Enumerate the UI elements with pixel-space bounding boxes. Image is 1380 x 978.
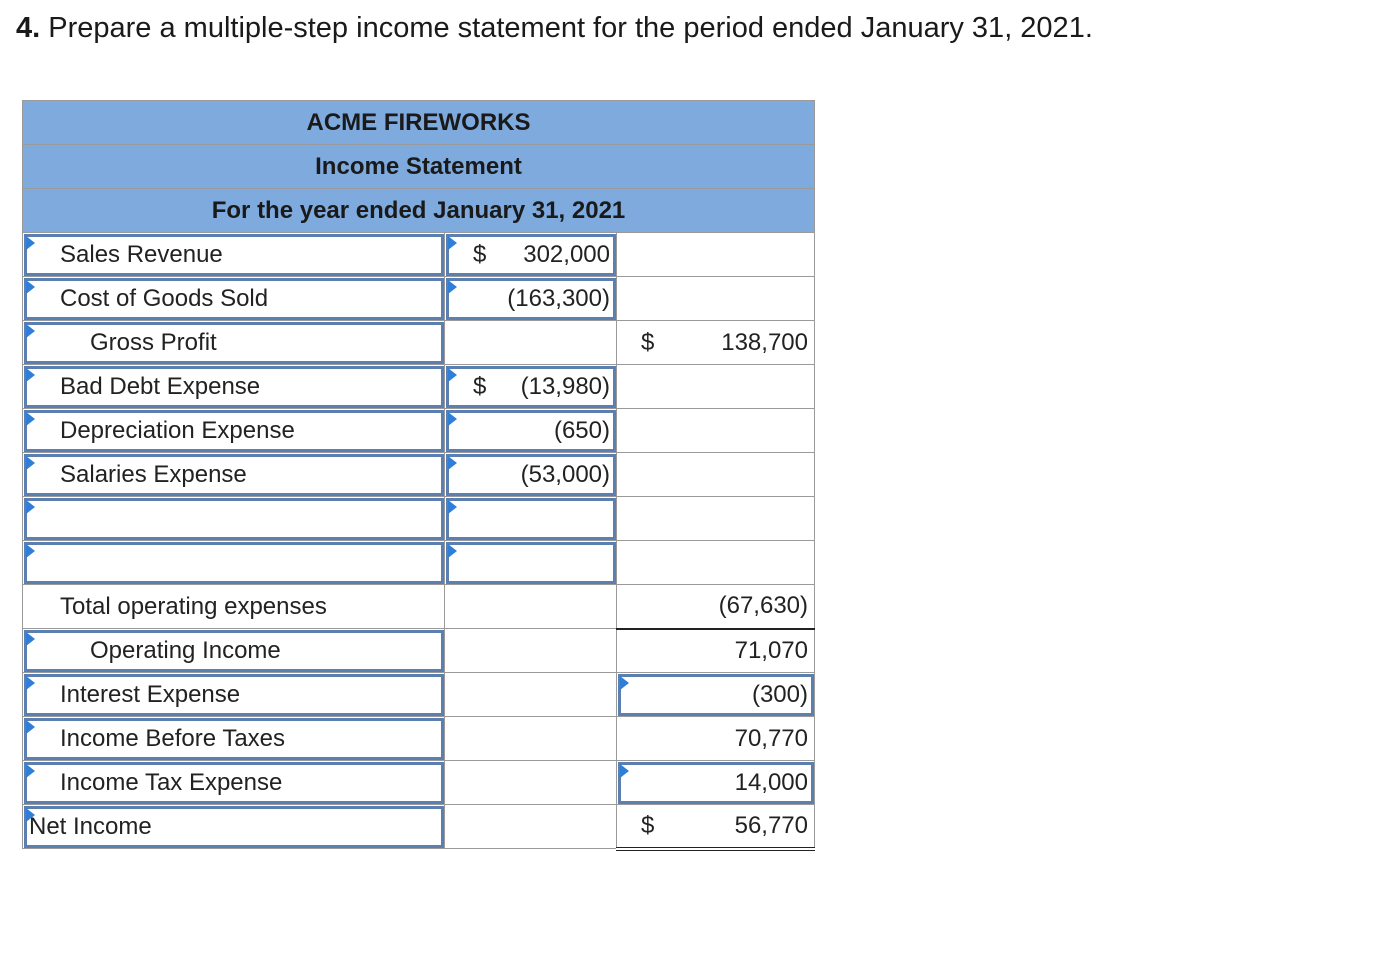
account-select-income-tax-expense[interactable]: Income Tax Expense <box>23 761 445 805</box>
account-select-blank-2[interactable] <box>23 541 445 585</box>
amount-input-blank-1[interactable] <box>445 497 617 541</box>
table-row <box>23 805 815 849</box>
table-row <box>23 673 815 717</box>
gross-profit-total: $ 138,700 <box>617 321 815 365</box>
total-cell <box>617 277 815 321</box>
table-row <box>23 277 815 321</box>
question-text: Prepare a multiple-step income statement for the period ended January 31, 2021. <box>48 12 1093 44</box>
statement-period: For the year ended January 31, 2021 <box>23 189 815 233</box>
table-row <box>23 585 815 629</box>
amount-input-income-tax-expense[interactable]: 14,000 <box>617 761 815 805</box>
table-row <box>23 365 815 409</box>
table-row <box>23 233 815 277</box>
account-select-bad-debt-expense[interactable]: Bad Debt Expense <box>23 365 445 409</box>
total-cell <box>617 497 815 541</box>
table-row <box>23 409 815 453</box>
company-name: ACME FIREWORKS <box>23 101 815 145</box>
account-select-gross-profit[interactable]: Gross Profit <box>23 321 445 365</box>
table-row <box>23 629 815 673</box>
net-income-value: $ 56,770 <box>617 805 815 849</box>
account-select-depreciation-expense[interactable]: Depreciation Expense <box>23 409 445 453</box>
account-select-interest-expense[interactable]: Interest Expense <box>23 673 445 717</box>
amount-input-bad-debt-expense[interactable]: $ (13,980) <box>445 365 617 409</box>
total-cell <box>617 233 815 277</box>
amount-cell <box>445 321 617 365</box>
account-select-sales-revenue[interactable]: Sales Revenue <box>23 233 445 277</box>
amount-cell <box>445 673 617 717</box>
table-row <box>23 541 815 585</box>
amount-cell <box>445 585 617 629</box>
account-select-operating-income[interactable]: Operating Income <box>23 629 445 673</box>
amount-cell <box>445 805 617 849</box>
statement-title: Income Statement <box>23 145 815 189</box>
total-cell <box>617 365 815 409</box>
table-row <box>23 761 815 805</box>
table-row <box>23 453 815 497</box>
amount-input-sales-revenue[interactable]: $ 302,000 <box>445 233 617 277</box>
account-select-cost-of-goods-sold[interactable]: Cost of Goods Sold <box>23 277 445 321</box>
amount-cell <box>445 761 617 805</box>
amount-input-salaries-expense[interactable]: (53,000) <box>445 453 617 497</box>
table-row <box>23 497 815 541</box>
total-operating-expenses-value: (67,630) <box>617 585 815 629</box>
total-cell <box>617 453 815 497</box>
table-row <box>23 321 815 365</box>
table-row <box>23 717 815 761</box>
amount-cell <box>445 629 617 673</box>
amount-input-depreciation-expense[interactable]: (650) <box>445 409 617 453</box>
amount-input-interest-expense[interactable]: (300) <box>617 673 815 717</box>
account-select-net-income[interactable]: Net Income <box>23 805 445 849</box>
total-operating-expenses-label: Total operating expenses <box>23 585 445 629</box>
amount-input-cost-of-goods-sold[interactable]: (163,300) <box>445 277 617 321</box>
account-select-income-before-taxes[interactable]: Income Before Taxes <box>23 717 445 761</box>
account-select-blank-1[interactable] <box>23 497 445 541</box>
operating-income-value: 71,070 <box>617 629 815 673</box>
amount-input-blank-2[interactable] <box>445 541 617 585</box>
total-cell <box>617 541 815 585</box>
account-select-salaries-expense[interactable]: Salaries Expense <box>23 453 445 497</box>
income-statement-table <box>22 100 815 851</box>
amount-cell <box>445 717 617 761</box>
income-before-taxes-value: 70,770 <box>617 717 815 761</box>
total-cell <box>617 409 815 453</box>
question-number: 4. <box>16 12 41 44</box>
question-prompt <box>16 12 1093 45</box>
